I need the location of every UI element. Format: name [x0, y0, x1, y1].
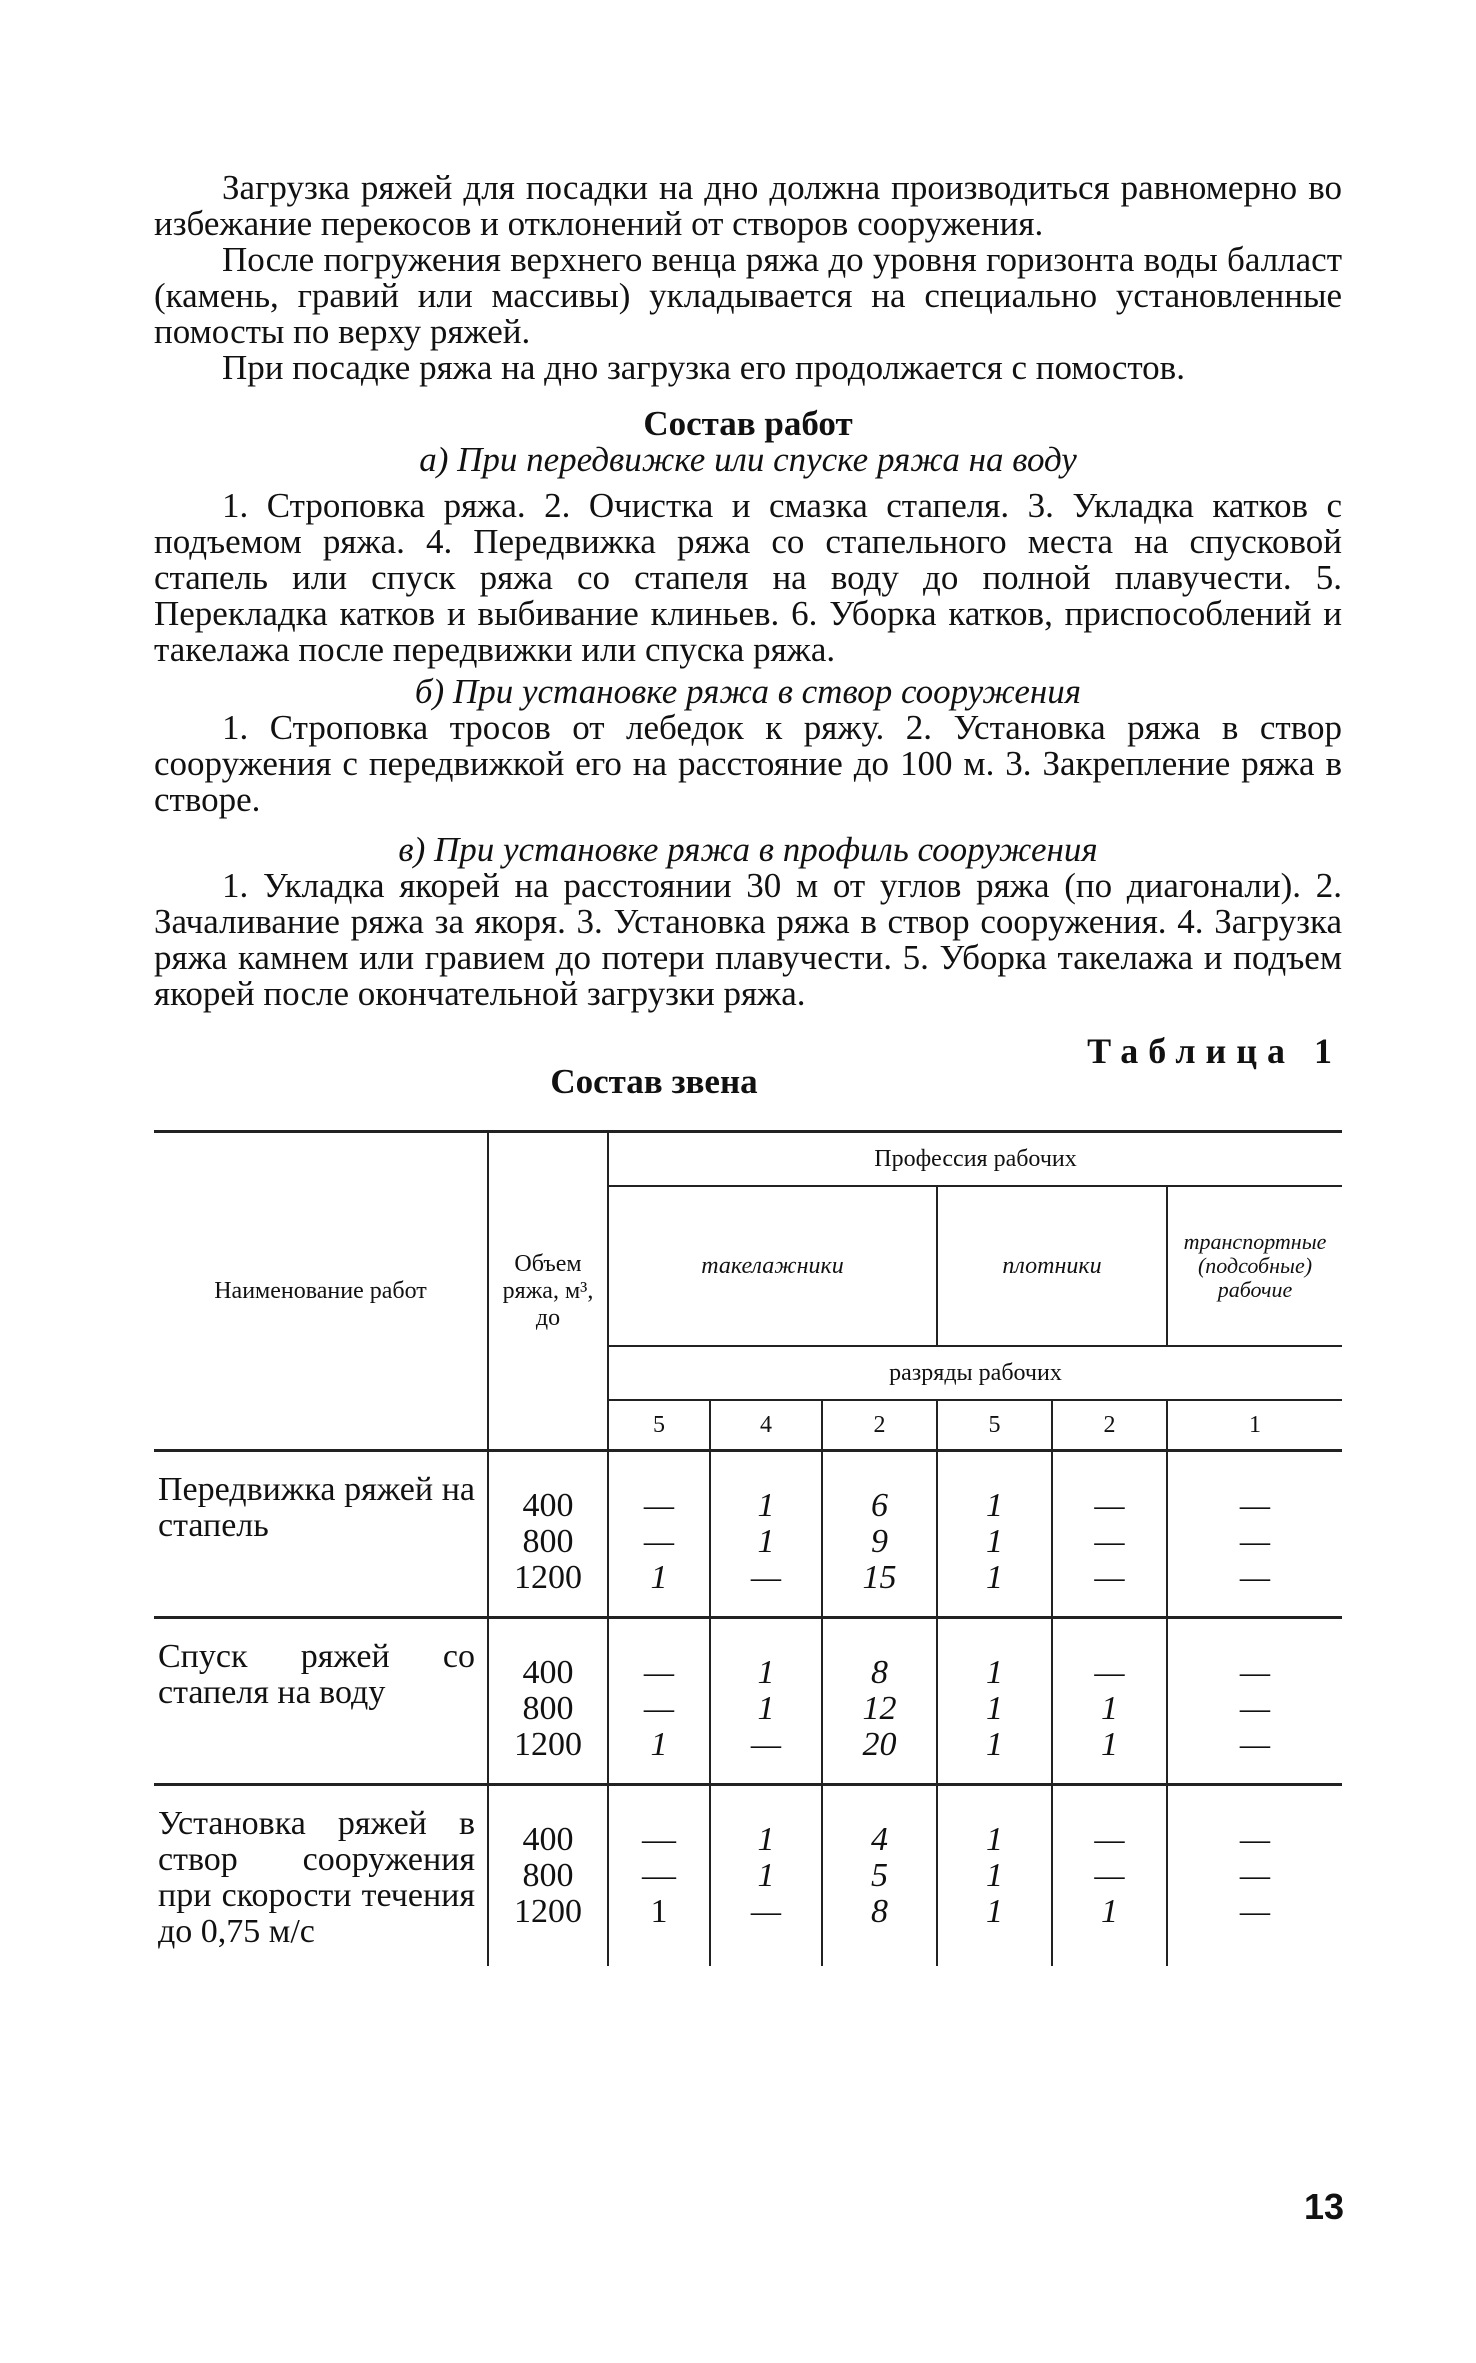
- grade-cell: 5: [608, 1400, 710, 1451]
- row-volumes: 400 800 1200: [488, 1618, 608, 1785]
- row-name: Установка ряжей в створ сооружения при скорости течения до 0,75 м/с: [154, 1785, 488, 1967]
- row-volumes: 400 800 1200: [488, 1785, 608, 1967]
- grade-cell: 4: [710, 1400, 822, 1451]
- grade-cell: 1: [1249, 1411, 1261, 1438]
- table-label: Таблица 1: [1087, 1031, 1342, 1071]
- page-content: [154, 170, 1342, 1966]
- col-header-grades: разряды рабочих: [608, 1346, 1342, 1400]
- row-volumes: 400 800 1200: [488, 1451, 608, 1618]
- col-header-transport: транспортные (подсобные) рабочие: [1167, 1186, 1342, 1346]
- section-c-text: 1. Укладка якорей на расстоянии 30 м от углов ряжа (по диагонали). 2. Зачаливание ряжа за якоря. 3. Установка ряжа в створ сооружения. 4. Загрузка ряжа камнем или гравием до потери плавучести. 5. Уборка такелажа и подъем якорей после окончательной загрузки ряжа.: [154, 866, 1342, 1013]
- col-header-volume: Объем ряжа, м³, до: [488, 1132, 608, 1451]
- grade-cell: 2: [822, 1400, 937, 1451]
- intro-paragraph-1: Загрузка ряжей для посадки на дно должна производиться равномерно во избежание перекосов и отклонений от створов сооружения.: [154, 168, 1342, 243]
- grade-cell: 2: [1052, 1400, 1167, 1451]
- col-header-carpenters: плотники: [937, 1186, 1167, 1346]
- section-b-text: 1. Строповка тросов от лебедок к ряжу. 2. Установка ряжа в створ сооружения с передвижкой его на расстояние до 100 м. 3. Закрепление ряжа в створе.: [154, 708, 1342, 819]
- section-b-title: б) При установке ряжа в створ сооружения: [414, 672, 1082, 711]
- col-header-profession: Профессия рабочих: [608, 1132, 1342, 1187]
- page-number: 13: [1304, 2186, 1345, 2227]
- table-row: Установка ряжей в створ сооружения при скорости течения до 0,75 м/с 400 800 1200 — — 1 1 1 — 4 5 8 1 1 1 — — 1 — — —: [154, 1785, 1342, 1967]
- table-title: Состав звена: [550, 1062, 758, 1101]
- section-c-title: в) При установке ряжа в профиль сооружения: [398, 830, 1098, 869]
- col-header-name: Наименование работ: [154, 1132, 488, 1451]
- table-row: Спуск ряжей со стапеля на воду 400 800 1200 — — 1 1 1 — 8 12 20 1 1 1 — 1 1 — — —: [154, 1618, 1342, 1785]
- table-row: Передвижка ряжей на стапель 400 800 1200 — — 1 1 1 — 6 9 15 1 1 1 — — — — — —: [154, 1451, 1342, 1618]
- intro-paragraph-2: После погружения верхнего венца ряжа до уровня горизонта воды балласт (камень, гравий или массивы) укладывается на специально установленные помосты по верху ряжей.: [154, 240, 1342, 351]
- section-a-title: а) При передвижке или спуске ряжа на воду: [419, 440, 1077, 479]
- section-a-text: 1. Строповка ряжа. 2. Очистка и смазка стапеля. 3. Укладка катков с подъемом ряжа. 4. Передвижка ряжа со стапельного места на спусковой стапель или спуск ряжа со стапеля на воду до полной плавучести. 5. Перекладка катков и выбивание клиньев. 6. Уборка катков, приспособлений и такелажа после передвижки или спуска ряжа.: [154, 486, 1342, 669]
- intro-paragraph-3: При посадке ряжа на дно загрузка его продолжается с помостов.: [222, 348, 1185, 387]
- crew-table: [154, 1130, 1342, 1966]
- work-title: Состав работ: [643, 404, 853, 443]
- col-header-riggers: такелажники: [608, 1186, 937, 1346]
- row-name: Передвижка ряжей на стапель: [154, 1451, 488, 1618]
- grade-cell: 5: [937, 1400, 1052, 1451]
- row-name: Спуск ряжей со стапеля на воду: [154, 1618, 488, 1785]
